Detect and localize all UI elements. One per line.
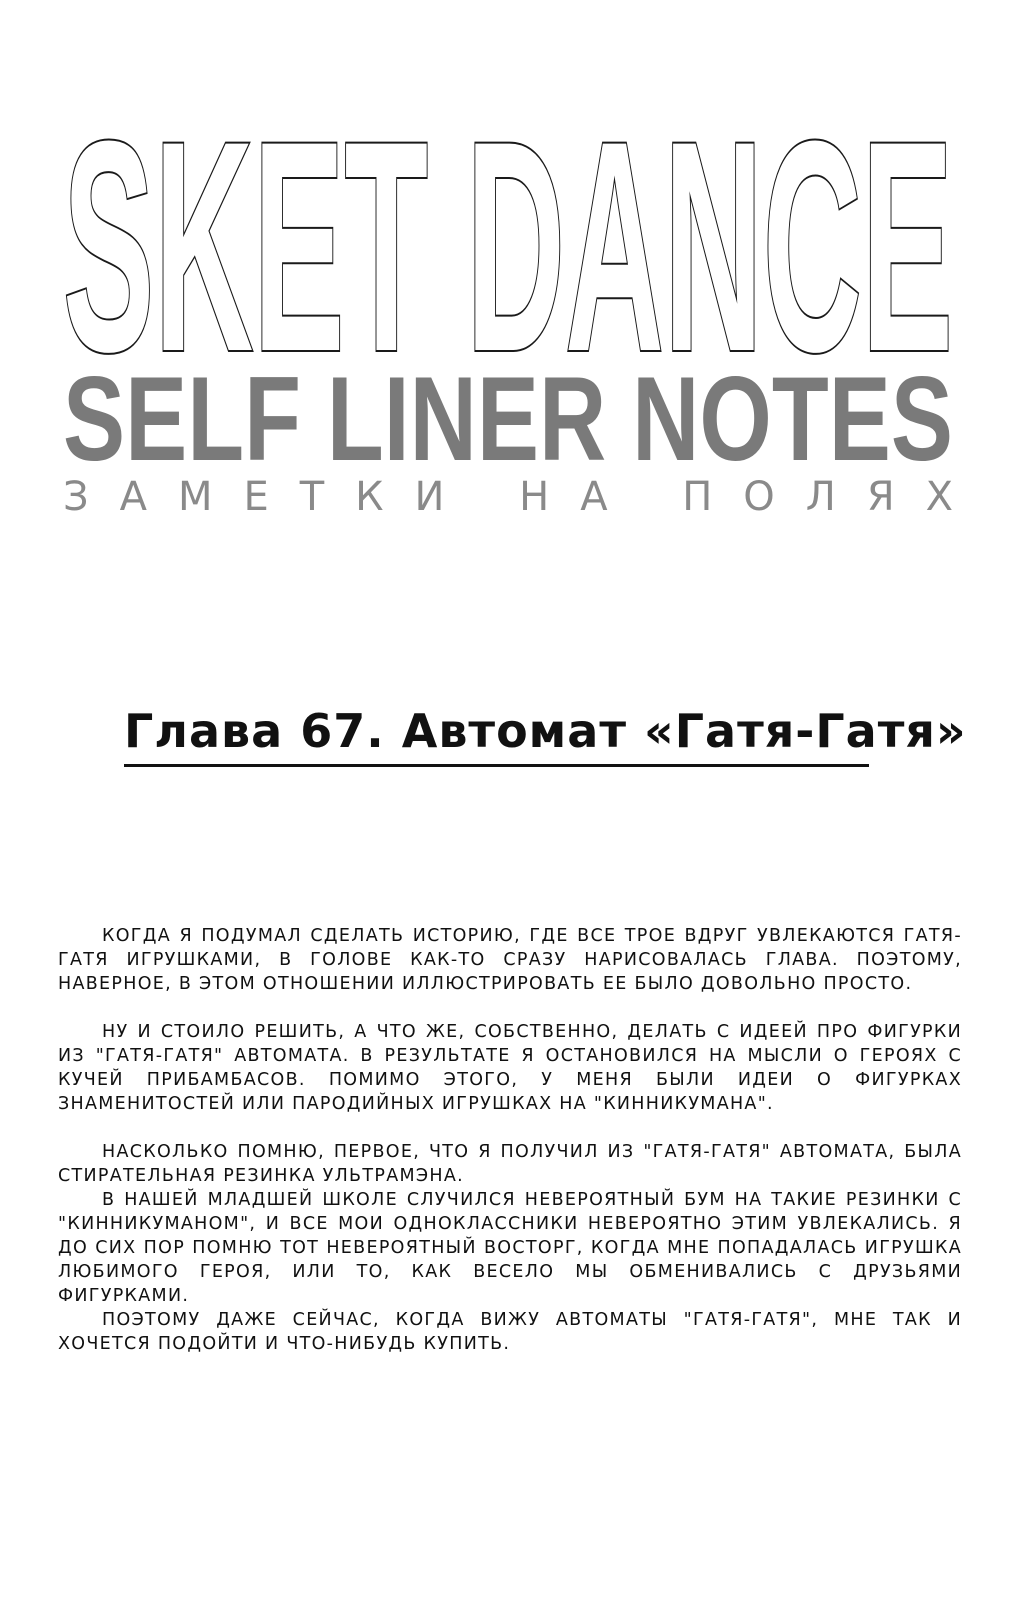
logo-main-text: SKET DANCE [63,80,953,370]
paragraph: ПОЭТОМУ ДАЖЕ СЕЙЧАС, КОГДА ВИЖУ АВТОМАТЫ "ГАТЯ-ГАТЯ", МНЕ ТАК И ХОЧЕТСЯ ПОДОЙТИ И ЧТО-НИБУДЬ КУПИТЬ. [58,1310,962,1354]
chapter-title: Глава 67. Автомат «Гатя-Гатя» [124,704,967,758]
logo-ru [48,470,968,520]
title-underline [124,764,869,767]
logo-main [48,80,968,370]
logo-sub [48,360,968,470]
paragraph: В НАШЕЙ МЛАДШЕЙ ШКОЛЕ СЛУЧИЛСЯ НЕВЕРОЯТНЫЙ БУМ НА ТАКИЕ РЕЗИНКИ С "КИННИКУМАНОМ", И ВСЕ МОИ ОДНОКЛАССНИКИ НЕВЕРОЯТНО ЭТИМ УВЛЕКАЛИСЬ. Я ДО СИХ ПОР ПОМНЮ ТОТ НЕВЕРОЯТНЫЙ ВОСТОРГ, КОГДА МНЕ ПОПАДАЛАСЬ ИГРУШКА ЛЮБИМОГО ГЕРОЯ, ИЛИ ТО, КАК ВЕСЕЛО МЫ ОБМЕНИВАЛИСЬ С ДРУЗЬЯМИ ФИГУРКАМИ. [58,1190,962,1306]
logo-ru-text: ЗАМЕТКИ НА ПОЛЯХ [63,474,953,520]
paragraph: НАСКОЛЬКО ПОМНЮ, ПЕРВОЕ, ЧТО Я ПОЛУЧИЛ ИЗ "ГАТЯ-ГАТЯ" АВТОМАТА, БЫЛА СТИРАТЕЛЬНАЯ РЕЗИНКА УЛЬТРАМЭНА. [58,1142,962,1186]
paragraph: КОГДА Я ПОДУМАЛ СДЕЛАТЬ ИСТОРИЮ, ГДЕ ВСЕ ТРОЕ ВДРУГ УВЛЕКАЮТСЯ ГАТЯ-ГАТЯ ИГРУШКАМИ, В ГОЛОВЕ КАК-ТО СРАЗУ НАРИСОВАЛАСЬ ГЛАВА. ПОЭТОМУ, НАВЕРНОЕ, В ЭТОМ ОТНОШЕНИИ ИЛЛЮСТРИРОВАТЬ ЕЕ БЫЛО ДОВОЛЬНО ПРОСТО. [58,926,962,994]
paragraph: НУ И СТОИЛО РЕШИТЬ, А ЧТО ЖЕ, СОБСТВЕННО, ДЕЛАТЬ С ИДЕЕЙ ПРО ФИГУРКИ ИЗ "ГАТЯ-ГАТЯ" АВТОМАТА. В РЕЗУЛЬТАТЕ Я ОСТАНОВИЛСЯ НА МЫСЛИ О ГЕРОЯХ С КУЧЕЙ ПРИБАМБАСОВ. ПОМИМО ЭТОГО, У МЕНЯ БЫЛИ ИДЕИ О ФИГУРКАХ ЗНАМЕНИТОСТЕЙ ИЛИ ПАРОДИЙНЫХ ИГРУШКАХ НА "КИННИКУМАНА". [58,1022,962,1114]
logo-sub-text: SELF LINER NOTES [63,360,954,470]
body-text [58,924,962,1356]
